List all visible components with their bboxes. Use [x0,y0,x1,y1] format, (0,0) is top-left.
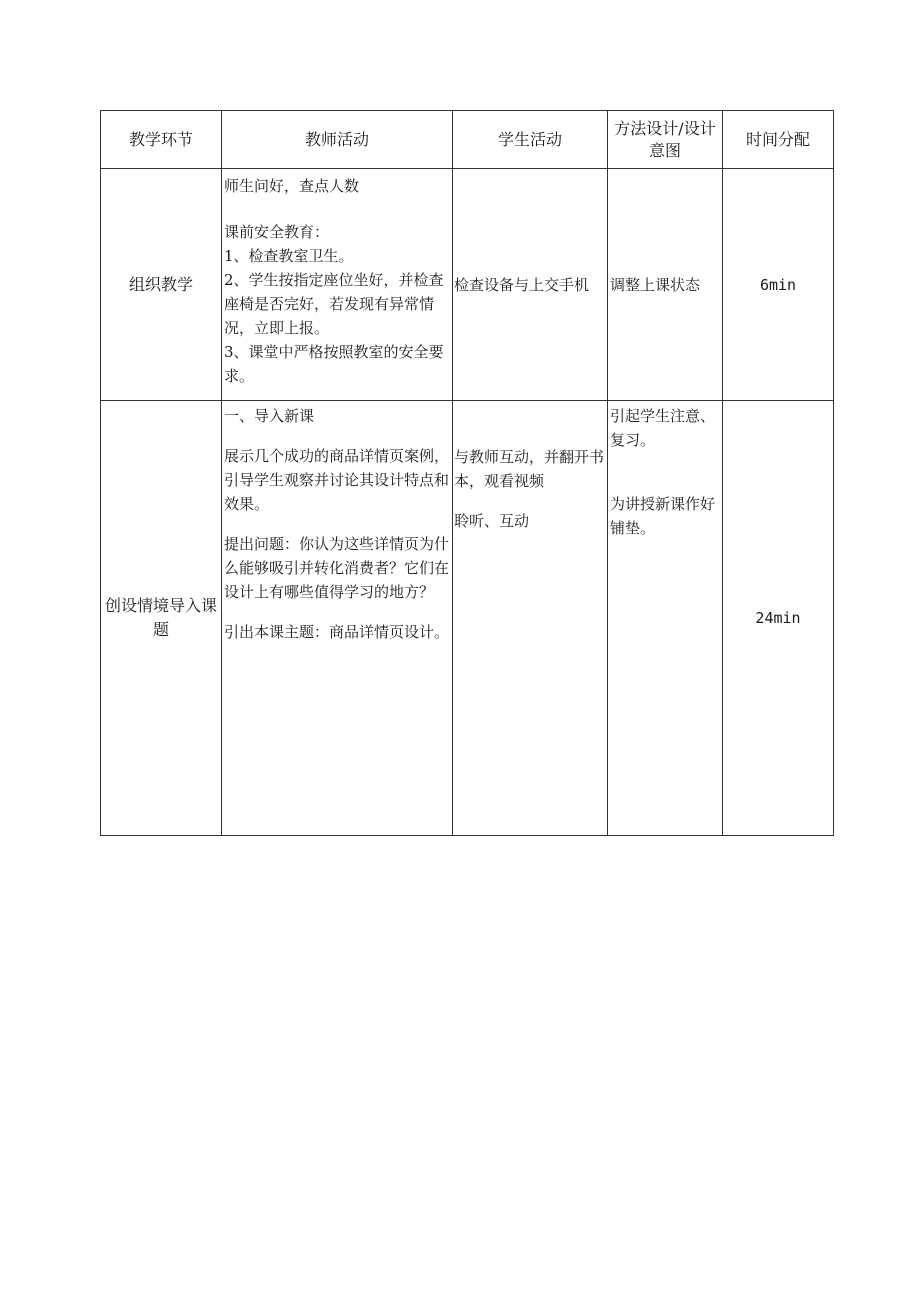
teacher-activity-cell [222,169,453,401]
table-row [101,169,834,401]
method-line: 引起学生注意、复习。 [610,407,716,449]
stage-label: 创设情境导入课题 [104,596,217,639]
time-cell [723,169,834,401]
teacher-line: 3、课堂中严格按照教室的安全要求。 [224,343,444,385]
method-line: 为讲授新课作好铺垫。 [610,495,716,537]
stage-cell [101,401,222,836]
method-design-cell [608,169,723,401]
header-time-allocation: 时间分配 [723,111,834,169]
method-line: 调整上课状态 [610,275,701,294]
method-design-cell [608,401,723,836]
table-header-row [101,111,834,169]
teacher-line: 引出本课主题：商品详情页设计。 [224,623,450,641]
time-value: 6min [759,275,797,294]
student-line: 检查设备与上交手机 [454,275,590,294]
stage-label: 组织教学 [128,274,193,294]
lesson-plan-table [100,110,834,836]
header-stage: 教学环节 [101,111,222,169]
teacher-line: 一、导入新课 [224,407,315,425]
teacher-line: 课前安全教育： [224,223,330,241]
teacher-line: 2、学生按指定座位坐好，并检查座椅是否完好，若发现有异常情况，立即上报。 [224,271,444,337]
teacher-line: 1、检查教室卫生。 [224,247,354,265]
header-student-activity: 学生活动 [453,111,608,169]
teacher-line: 展示几个成功的商品详情页案例，引导学生观察并讨论其设计特点和效果。 [224,447,450,513]
teacher-line: 师生问好，查点人数 [224,177,360,195]
student-line: 聆听、互动 [454,512,530,530]
table-row [101,401,834,836]
student-line: 与教师互动，并翻开书本，观看视频 [454,448,605,490]
header-method-design: 方法设计/设计意图 [608,111,723,169]
teacher-activity-cell [222,401,453,836]
time-cell [723,401,834,836]
student-activity-cell [453,401,608,836]
stage-cell [101,169,222,401]
header-teacher-activity: 教师活动 [222,111,453,169]
student-activity-cell [453,169,608,401]
teacher-line: 提出问题：你认为这些详情页为什么能够吸引并转化消费者？它们在设计上有哪些值得学习的地方？ [224,535,450,601]
time-value: 24min [755,609,801,627]
